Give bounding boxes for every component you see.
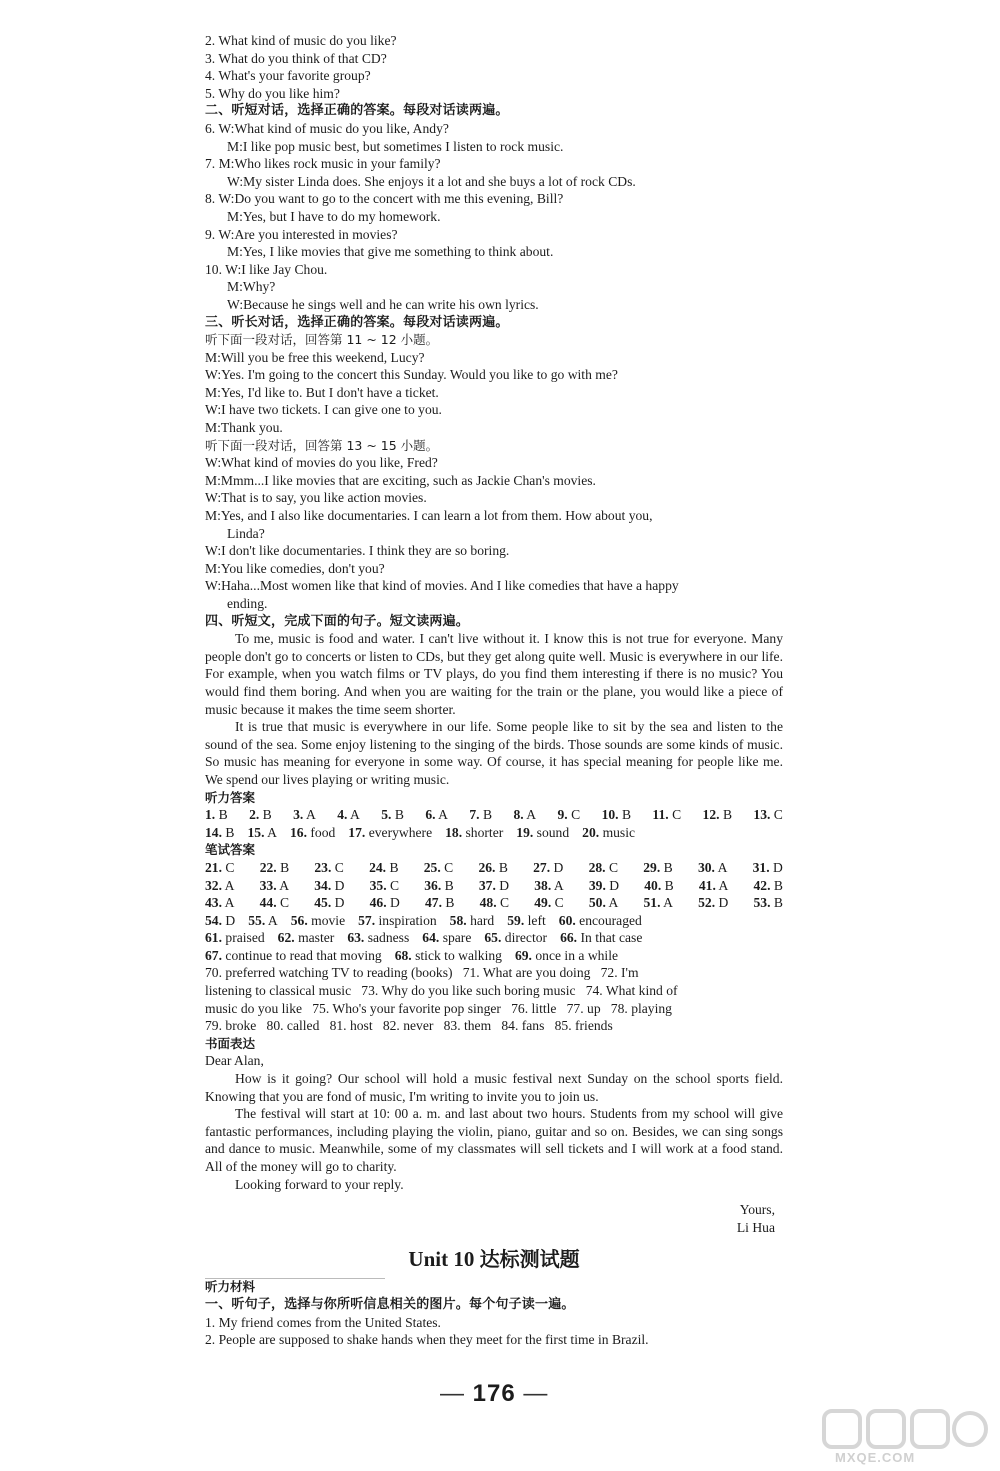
passage-paragraph-1-text: To me, music is food and water. I can't live without it. I know this is not true for everyone. Many people don't go to concerts or listen to CDs, but they get along quite well. Music is everywhere in our life. For example, when you watch films or TV plays, do you find them interesting if there is no music? You would find them boring. And when you are waiting for the train or the plane, you would like a piece of music because it makes the time seem shorter. xyxy=(205,631,783,717)
section3-subheading-1: 听下面一段对话，回答第 11 ~ 12 小题。 xyxy=(205,332,439,348)
answer-number: 39. xyxy=(588,877,606,893)
answer-value: sadness xyxy=(367,930,410,946)
answer-number: 18. xyxy=(445,824,463,840)
answer-value: A xyxy=(663,895,673,911)
passage-paragraph-2 xyxy=(205,718,783,788)
answer-number: 48. xyxy=(479,895,497,911)
answer-item xyxy=(445,825,503,840)
answer-item xyxy=(484,930,547,945)
answer-item xyxy=(205,894,234,912)
answer-item xyxy=(314,894,344,912)
answer-item xyxy=(425,894,454,912)
letter-paragraph-3 xyxy=(205,1176,783,1194)
answer-item xyxy=(754,894,783,912)
answer-item xyxy=(754,877,783,895)
answer-value: A xyxy=(267,912,278,928)
answer-value: D xyxy=(499,877,510,893)
answer-item xyxy=(205,948,382,963)
intro-line: 3. What do you think of that CD? xyxy=(205,50,387,66)
answer-number: 49. xyxy=(534,895,552,911)
written-answers-line: 70. preferred watching TV to reading (books) 71. What are you doing 72. I'm xyxy=(205,965,639,981)
answer-item xyxy=(507,913,546,928)
page-number-dash-right: — xyxy=(523,1380,549,1407)
answer-number: 51. xyxy=(643,895,661,911)
answer-item xyxy=(290,825,335,840)
answer-item xyxy=(205,825,234,840)
unit-title-en: Unit 10 xyxy=(408,1247,475,1272)
letter-paragraph-1-text: How is it going? Our school will hold a music festival next Sunday on the school sports field. Knowing that you are fond of music, I'm writing to invite you to join us. xyxy=(205,1071,783,1104)
dialog-line: 9. W:Are you interested in movies? xyxy=(205,226,398,242)
answer-number: 63. xyxy=(347,930,365,946)
answer-value: D xyxy=(553,859,564,875)
answer-value: B xyxy=(394,807,404,823)
answer-number: 9. xyxy=(557,807,568,823)
page-number-dash-left: — xyxy=(440,1380,465,1407)
answer-value: inspiration xyxy=(378,912,437,928)
written-answers-line: 79. broke 80. called 81. host 82. never 83. them 84. fans 85. friends xyxy=(205,1018,613,1034)
dialog-line: Linda? xyxy=(227,525,265,541)
answer-item xyxy=(249,806,272,824)
letter-paragraph-3-text: Looking forward to your reply. xyxy=(235,1176,404,1192)
answer-value: C xyxy=(608,859,619,875)
dialog-line: W:I don't like documentaries. I think they are so boring. xyxy=(205,543,510,559)
answer-item xyxy=(425,806,448,824)
answer-item xyxy=(480,894,509,912)
answer-number: 1. xyxy=(205,807,216,823)
answer-item xyxy=(469,806,492,824)
answer-number: 65. xyxy=(484,930,502,946)
answer-number: 23. xyxy=(314,859,332,875)
letter-paragraph-1 xyxy=(205,1070,783,1105)
answer-value: B xyxy=(225,824,235,840)
answer-item xyxy=(515,948,618,963)
listening-answers-row-1 xyxy=(205,806,783,824)
intro-line: 5. Why do you like him? xyxy=(205,85,340,101)
answer-item xyxy=(369,859,398,877)
answer-number: 56. xyxy=(290,912,308,928)
answer-value: C xyxy=(334,859,344,875)
answer-item xyxy=(644,894,673,912)
answer-number: 34. xyxy=(314,877,332,893)
answer-item xyxy=(314,859,343,877)
answer-value: B xyxy=(664,877,674,893)
answer-value: B xyxy=(445,895,455,911)
dialog-line: W:I have two tickets. I can give one to you. xyxy=(205,402,442,418)
answer-item xyxy=(422,930,471,945)
page-number xyxy=(440,1380,548,1408)
answer-item xyxy=(424,859,453,877)
answer-number: 26. xyxy=(478,859,496,875)
answer-value: A xyxy=(553,877,564,893)
answer-value: B xyxy=(498,859,508,875)
answer-number: 13. xyxy=(753,807,771,823)
decorative-rule xyxy=(205,1278,385,1279)
answer-number: 7. xyxy=(469,807,480,823)
answer-value: C xyxy=(571,807,581,823)
answer-number: 3. xyxy=(293,807,304,823)
answer-number: 57. xyxy=(358,912,376,928)
listening-answers-row-2 xyxy=(205,824,783,842)
answer-value: A xyxy=(305,807,316,823)
answer-number: 47. xyxy=(425,895,442,911)
answer-value: B xyxy=(218,807,228,823)
unit-title xyxy=(205,1246,783,1272)
answer-number: 22. xyxy=(259,859,277,875)
answer-number: 14. xyxy=(205,824,222,840)
answer-item xyxy=(247,825,276,840)
answer-value: C xyxy=(280,895,290,911)
answer-number: 44. xyxy=(259,895,277,911)
answer-value: C xyxy=(554,895,564,911)
answer-item xyxy=(370,877,399,895)
answer-item xyxy=(516,825,569,840)
answer-item xyxy=(260,877,289,895)
answer-value: praised xyxy=(225,930,265,946)
answer-value: left xyxy=(527,912,546,928)
written-answers xyxy=(205,859,783,965)
dialog-line: 7. M:Who likes rock music in your family? xyxy=(205,156,441,172)
answer-value: D xyxy=(718,895,729,911)
answer-value: A xyxy=(224,877,235,893)
answer-value: B xyxy=(262,807,272,823)
intro-questions xyxy=(205,32,783,102)
dialog-line: M:Yes, I like movies that give me something to think about. xyxy=(227,244,554,260)
unit10-sentences xyxy=(205,1314,783,1349)
answer-item xyxy=(698,859,727,877)
answer-item xyxy=(602,806,631,824)
answer-number: 10. xyxy=(601,807,619,823)
dialog-line: W:What kind of movies do you like, Fred? xyxy=(205,455,438,471)
answer-number: 17. xyxy=(348,824,366,840)
written-answers-heading: 笔试答案 xyxy=(205,842,256,858)
answer-value: sound xyxy=(536,824,570,840)
dialog-line: M:Why? xyxy=(227,279,276,295)
answer-item xyxy=(478,859,507,877)
answer-item xyxy=(291,913,345,928)
dialog-line: M:I like pop music best, but sometimes I listen to rock music. xyxy=(227,138,564,154)
answer-item xyxy=(205,859,234,877)
answer-number: 66. xyxy=(560,930,578,946)
page-content xyxy=(205,32,783,1349)
answer-item xyxy=(479,877,509,895)
listening-answers-heading: 听力答案 xyxy=(205,789,256,805)
dialog-line: 6. W:What kind of music do you like, Andy? xyxy=(205,120,449,136)
answer-value: A xyxy=(526,807,537,823)
answer-item xyxy=(652,806,681,824)
answer-number: 24. xyxy=(369,859,387,875)
answer-value: A xyxy=(717,859,728,875)
answer-number: 55. xyxy=(248,912,266,928)
answer-value: D xyxy=(773,859,783,875)
answer-value: D xyxy=(390,895,400,911)
section4-heading: 四、听短文，完成下面的句子。短文读两遍。 xyxy=(205,613,470,629)
answer-item xyxy=(534,877,563,895)
answer-number: 68. xyxy=(394,947,412,963)
answer-value: A xyxy=(718,877,729,893)
answer-number: 36. xyxy=(424,877,442,893)
answer-number: 53. xyxy=(753,895,771,911)
written-answers-row xyxy=(205,929,783,947)
written-answers-row xyxy=(205,947,783,965)
answer-value: B xyxy=(444,877,454,893)
answer-item xyxy=(337,806,360,824)
answer-item xyxy=(278,930,335,945)
answer-value: director xyxy=(504,930,548,946)
answer-item xyxy=(558,806,581,824)
letter-paragraph-2-text: The festival will start at 10: 00 a. m. and last about two hours. Students from my school will give fantastic performances, including playing the violin, piano, guitar and so on. Besides, we can sing songs and dance to music. Meanwhile, some of my classmates will sell tickets and I will work at a food stand. All of the money will go to charity. xyxy=(205,1106,783,1174)
answer-value: B xyxy=(773,877,783,893)
answer-value: master xyxy=(298,930,335,946)
dialog-line: M:Yes, I'd like to. But I don't have a ticket. xyxy=(205,384,439,400)
answer-item xyxy=(644,877,673,895)
passage-paragraph-1 xyxy=(205,630,783,718)
answer-item xyxy=(582,825,635,840)
answer-value: once in a while xyxy=(535,947,619,963)
answer-number: 15. xyxy=(247,824,265,840)
writing-heading: 书面表达 xyxy=(205,1035,256,1051)
answer-value: D xyxy=(334,877,345,893)
answer-number: 2. xyxy=(249,807,260,823)
answer-value: B xyxy=(482,807,493,823)
answer-item xyxy=(205,913,235,928)
answer-value: D xyxy=(334,895,345,911)
answer-value: music xyxy=(602,824,636,840)
answer-number: 50. xyxy=(588,895,606,911)
answer-value: A xyxy=(438,807,448,823)
answer-number: 45. xyxy=(314,895,332,911)
answer-item xyxy=(293,806,316,824)
answer-number: 59. xyxy=(507,912,525,928)
answer-item xyxy=(260,894,289,912)
answer-number: 11. xyxy=(652,807,669,823)
answer-item xyxy=(643,859,672,877)
answer-value: spare xyxy=(442,930,472,946)
unit10-section1-heading: 一、听句子，选择与你所听信息相关的图片。每个句子读一遍。 xyxy=(205,1296,575,1312)
written-answers-line: music do you like 75. Who's your favorite pop singer 76. little 77. up 78. playing xyxy=(205,1000,672,1016)
written-answers-row xyxy=(205,912,783,930)
answer-value: B xyxy=(773,895,783,911)
answer-number: 4. xyxy=(337,807,348,823)
page-number-value: 176 xyxy=(472,1380,516,1407)
answer-number: 27. xyxy=(533,859,551,875)
answer-value: D xyxy=(609,877,620,893)
answer-value: A xyxy=(267,824,277,840)
answer-number: 19. xyxy=(516,824,534,840)
answer-value: C xyxy=(390,877,400,893)
intro-line: 4. What's your favorite group? xyxy=(205,68,371,84)
answer-number: 12. xyxy=(702,807,720,823)
answer-number: 58. xyxy=(449,912,467,928)
answer-item xyxy=(205,877,234,895)
written-answers-row xyxy=(205,859,783,877)
answer-number: 60. xyxy=(558,912,576,928)
answer-value: movie xyxy=(311,912,346,928)
answer-item xyxy=(314,877,344,895)
dialog-line: M:Thank you. xyxy=(205,420,283,436)
dialog-line: 8. W:Do you want to go to the concert with me this evening, Bill? xyxy=(205,191,564,207)
answer-value: A xyxy=(350,807,360,823)
answer-number: 16. xyxy=(289,824,307,840)
answer-value: C xyxy=(773,807,783,823)
answer-number: 41. xyxy=(698,877,716,893)
answer-item xyxy=(753,806,782,824)
answer-number: 42. xyxy=(753,877,771,893)
answer-number: 33. xyxy=(259,877,277,893)
answer-number: 40. xyxy=(644,877,662,893)
answer-value: B xyxy=(280,859,290,875)
answer-number: 43. xyxy=(205,895,222,911)
answer-number: 25. xyxy=(423,859,441,875)
answer-value: everywhere xyxy=(368,824,433,840)
answer-number: 46. xyxy=(369,895,387,911)
answer-number: 38. xyxy=(534,877,552,893)
answer-value: hard xyxy=(470,912,495,928)
answer-number: 35. xyxy=(369,877,387,893)
unit10-sentence: 1. My friend comes from the United States. xyxy=(205,1314,441,1330)
section2-heading: 二、听短对话，选择正确的答案。每段对话读两遍。 xyxy=(205,103,509,119)
dialog-line: W:My sister Linda does. She enjoys it a lot and she buys a lot of rock CDs. xyxy=(227,173,636,189)
answer-value: B xyxy=(722,807,733,823)
answer-number: 69. xyxy=(514,947,532,963)
answer-value: B xyxy=(621,807,632,823)
answer-item xyxy=(395,948,502,963)
answer-item xyxy=(560,930,642,945)
answer-number: 8. xyxy=(513,807,524,823)
answer-item xyxy=(370,894,400,912)
dialog-line: M:Yes, and I also like documentaries. I can learn a lot from them. How about you, xyxy=(205,508,653,524)
answer-number: 52. xyxy=(698,895,716,911)
answer-item xyxy=(381,806,404,824)
answer-value: C xyxy=(500,895,510,911)
answer-value: In that case xyxy=(580,930,643,946)
written-answers-row xyxy=(205,877,783,895)
answer-number: 32. xyxy=(205,877,222,893)
watermark-text: MXQE.COM xyxy=(835,1450,916,1465)
answer-item xyxy=(424,877,453,895)
answer-item xyxy=(358,913,437,928)
answer-item xyxy=(513,806,536,824)
answer-value: C xyxy=(672,807,682,823)
written-answers-tail xyxy=(205,964,783,1034)
answer-item xyxy=(699,877,728,895)
answer-item xyxy=(753,859,783,877)
answer-value: continue to read that moving xyxy=(225,947,382,963)
section3-subheading-2: 听下面一段对话，回答第 13 ~ 15 小题。 xyxy=(205,437,439,453)
answer-value: B xyxy=(663,859,673,875)
answer-value: D xyxy=(225,912,236,928)
letter-salutation: Dear Alan, xyxy=(205,1053,264,1069)
dialog-line: 10. W:I like Jay Chou. xyxy=(205,261,328,277)
letter-signature: Li Hua xyxy=(736,1219,775,1235)
dialog-line: M:Will you be free this weekend, Lucy? xyxy=(205,349,425,365)
answer-value: food xyxy=(310,824,336,840)
answer-item xyxy=(589,877,619,895)
answer-item xyxy=(534,894,563,912)
answer-number: 5. xyxy=(381,807,392,823)
answer-item xyxy=(698,894,728,912)
answer-value: encouraged xyxy=(579,912,642,928)
dialog-line: M:Mmm...I like movies that are exciting, such as Jackie Chan's movies. xyxy=(205,472,596,488)
answer-item xyxy=(703,806,732,824)
answer-item xyxy=(559,913,642,928)
unit10-sentence: 2. People are supposed to shake hands when they meet for the first time in Brazil. xyxy=(205,1332,649,1348)
dialog-line: W:Because he sings well and he can write his own lyrics. xyxy=(227,296,539,312)
answer-value: stick to walking xyxy=(415,947,502,963)
dialog-line: W:That is to say, you like action movies. xyxy=(205,490,427,506)
intro-line: 2. What kind of music do you like? xyxy=(205,33,397,48)
letter-closing: Yours, xyxy=(739,1202,775,1218)
answer-item xyxy=(533,859,563,877)
section3-heading: 三、听长对话，选择正确的答案。每段对话读两遍。 xyxy=(205,314,509,330)
section3-dialog-1 xyxy=(205,349,783,437)
unit-title-cn: 达标测试题 xyxy=(479,1247,580,1272)
answer-number: 64. xyxy=(422,930,440,946)
answer-number: 61. xyxy=(205,930,222,946)
answer-item xyxy=(348,825,432,840)
dialog-line: M:Yes, but I have to do my homework. xyxy=(227,208,441,224)
passage-paragraph-2-text: It is true that music is everywhere in our life. Some people like to sit by the sea and listen to the sound of the sea. Some enjoy listening to the singing of the birds. Those sounds are some kinds of music. So music has meaning for everyone in some way. Of course, it has special meaning for people like me. We spend our lives playing or writing music. xyxy=(205,719,783,787)
answer-number: 29. xyxy=(643,859,661,875)
answer-item xyxy=(248,913,277,928)
section2-dialogs xyxy=(205,120,783,314)
answer-value: shorter xyxy=(465,824,504,840)
answer-number: 30. xyxy=(697,859,715,875)
answer-value: A xyxy=(608,895,619,911)
dialog-line: M:You like comedies, don't you? xyxy=(205,560,385,576)
answer-number: 54. xyxy=(205,912,222,928)
answer-value: C xyxy=(225,859,235,875)
answer-item xyxy=(589,859,618,877)
answer-number: 21. xyxy=(205,859,222,875)
answer-number: 62. xyxy=(277,930,295,946)
section3-dialog-2 xyxy=(205,454,783,612)
answer-item xyxy=(347,930,409,945)
answer-value: A xyxy=(224,895,235,911)
letter-paragraph-2 xyxy=(205,1105,783,1175)
answer-number: 20. xyxy=(582,824,600,840)
dialog-line: ending. xyxy=(227,596,268,611)
answer-number: 37. xyxy=(478,877,496,893)
written-answers-row xyxy=(205,894,783,912)
answer-value: C xyxy=(444,859,454,875)
answer-number: 67. xyxy=(205,947,222,963)
answer-value: A xyxy=(279,877,290,893)
dialog-line: W:Haha...Most women like that kind of movies. And I like comedies that have a happy xyxy=(205,578,679,594)
unit10-material-heading: 听力材料 xyxy=(205,1279,256,1295)
answer-number: 31. xyxy=(752,859,770,875)
answer-item xyxy=(589,894,618,912)
written-answers-line: listening to classical music 73. Why do you like such boring music 74. What kind of xyxy=(205,983,678,999)
dialog-line: W:Yes. I'm going to the concert this Sunday. Would you like to go with me? xyxy=(205,367,618,383)
answer-item xyxy=(260,859,289,877)
answer-item xyxy=(450,913,495,928)
answer-item xyxy=(205,806,228,824)
answer-number: 28. xyxy=(588,859,606,875)
answer-value: B xyxy=(389,859,399,875)
answer-number: 6. xyxy=(425,807,436,823)
answer-item xyxy=(205,930,265,945)
